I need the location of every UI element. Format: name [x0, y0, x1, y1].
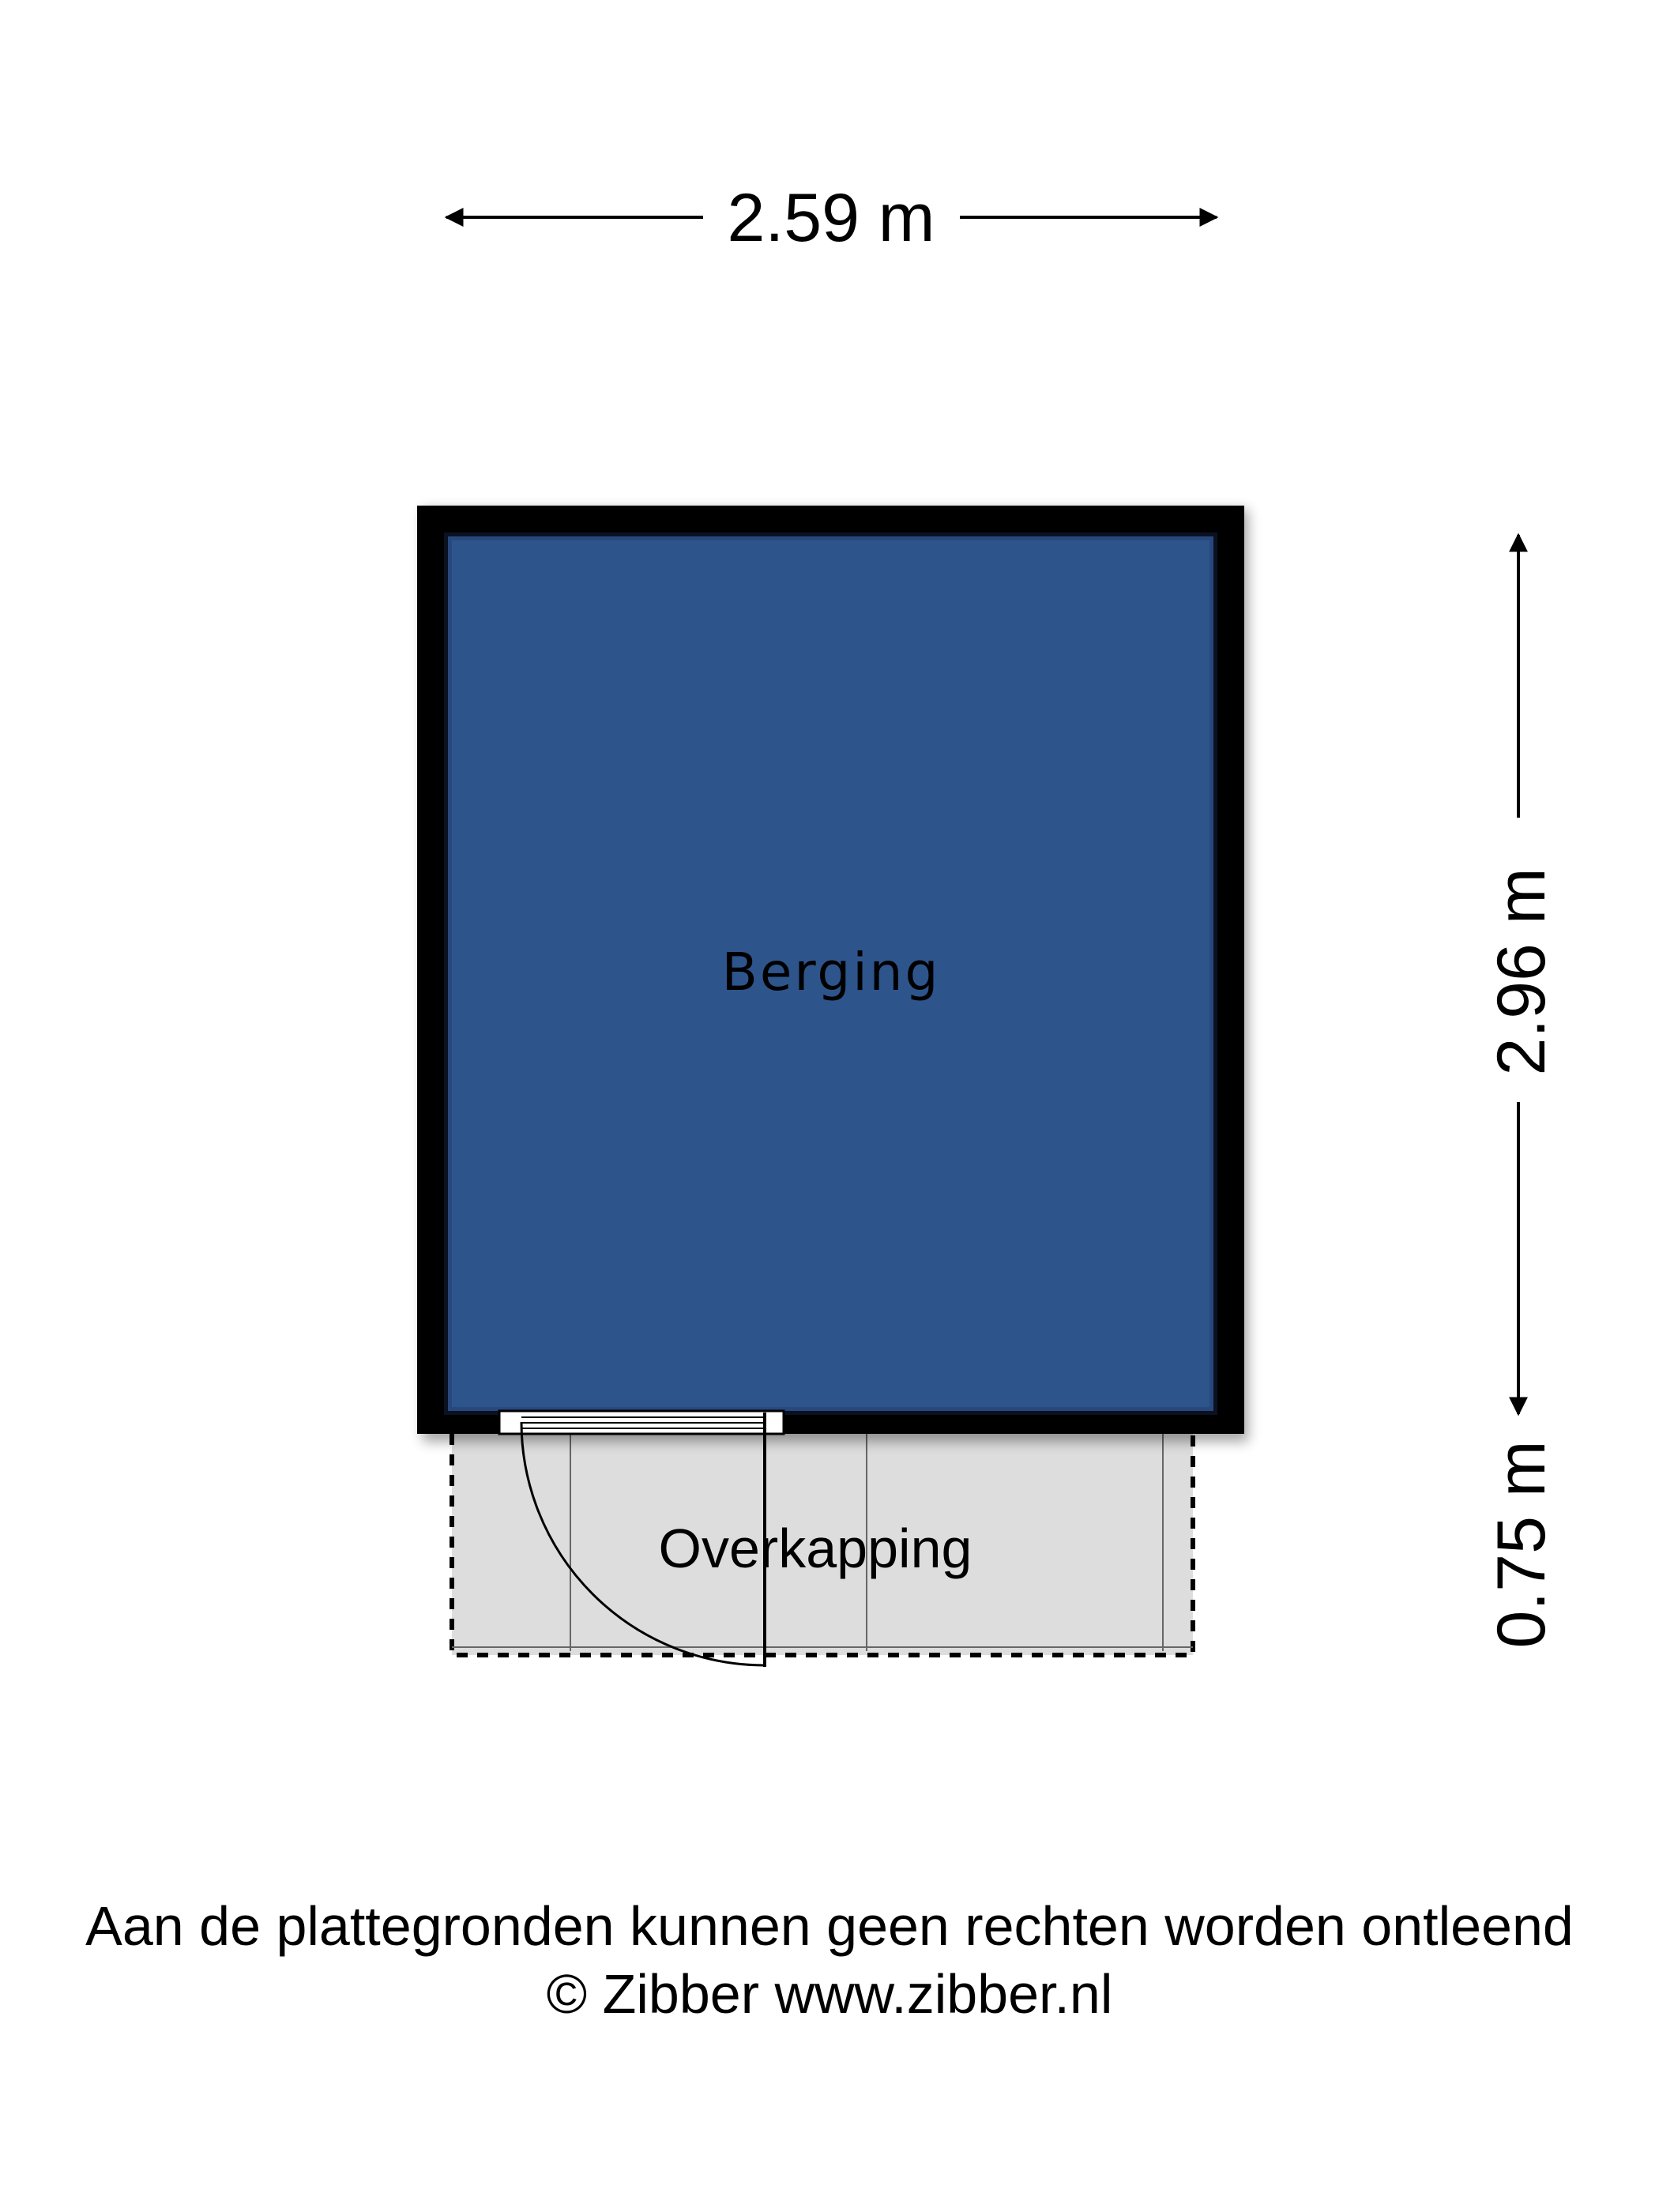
room-label-overkapping: Overkapping [658, 1518, 972, 1579]
height-dimension [1484, 535, 1559, 1648]
room-berging [417, 506, 1248, 1442]
width-dimension [446, 180, 1217, 256]
height-label-room: 2.96 m [1484, 867, 1559, 1076]
footer [0, 1892, 1659, 2028]
height-label-canopy: 0.75 m [1484, 1440, 1559, 1649]
disclaimer-text: Aan de plattegronden kunnen geen rechten worden ontleend [85, 1895, 1574, 1957]
room-label-berging: Berging [721, 942, 941, 1003]
width-label: 2.59 m [727, 180, 935, 256]
copyright-text: © Zibber www.zibber.nl [546, 1963, 1113, 2025]
